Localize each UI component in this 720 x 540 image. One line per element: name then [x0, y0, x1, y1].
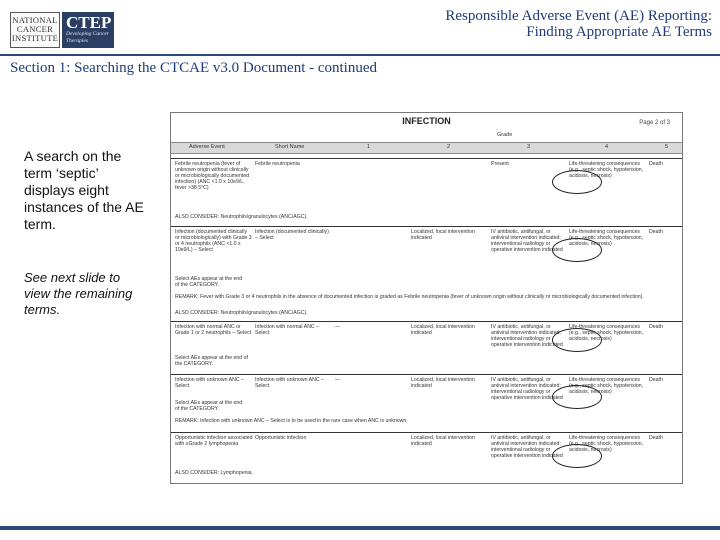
table-row: [171, 158, 682, 227]
ctep-logo: [62, 12, 114, 48]
row-short-name: Opportunistic infection: [255, 435, 307, 441]
row-grade-3: IV antibiotic, antifungal, or antiviral intervention indicated; interventional radiology or operative intervention indicated: [491, 324, 563, 348]
table-row: [171, 226, 682, 322]
row-grade-4: Life-threatening consequences (e.g., septic shock, hypotension, acidosis, necrosis): [569, 324, 644, 342]
slide-title-line1: Responsible Adverse Event (AE) Reporting:: [445, 8, 712, 24]
septic-highlight-circle: [552, 238, 602, 262]
row-select-note: Select AEs appear at the end of the CATEGORY.: [175, 276, 243, 288]
row-grade-5: Death: [649, 229, 663, 235]
row-grade-5: Death: [649, 324, 663, 330]
col-short-name: Short Name: [275, 144, 305, 150]
doc-category-title: INFECTION: [402, 116, 451, 126]
table-row: [171, 321, 682, 375]
septic-highlight-circle: [552, 170, 602, 194]
row-short-name: Febrile neutropenia: [255, 161, 300, 167]
row-grade-2: Localized, local intervention indicated: [411, 229, 475, 241]
doc-page-number: Page 2 of 3: [639, 120, 670, 126]
row-grade-4: Life-threatening consequences (e.g., septic shock, hypotension, acidosis, necrosis): [569, 229, 644, 247]
row-grade-1: —: [335, 377, 341, 383]
septic-highlight-circle: [552, 328, 602, 352]
row-select-note: Select AEs appear at the end of the CATEGORY.: [175, 400, 243, 412]
table-row: [171, 432, 682, 483]
row-also-consider: ALSO CONSIDER: Neutrophils/granulocytes (ANC/AGC).: [175, 310, 308, 316]
row-grade-5: Death: [649, 435, 663, 441]
doc-grade-label: Grade: [497, 132, 513, 138]
doc-column-header: [171, 142, 682, 154]
row-ae: Infection (documented clinically or microbiologically) with Grade 3 or 4 neutrophils (ANC <1.0 x 10e9/L) – Select: [175, 229, 252, 253]
row-grade-2: Localized, local intervention indicated: [411, 324, 475, 336]
col-adverse-event: Adverse Event: [189, 144, 225, 150]
section-title: Section 1: Searching the CTCAE v3.0 Document - continued: [10, 60, 378, 76]
ctep-logo-subtitle: Developing Cancer Therapies: [66, 31, 109, 44]
row-grade-1: —: [335, 324, 341, 330]
row-grade-3: IV antibiotic, antifungal, or antiviral intervention indicated; interventional radiology or operative intervention indicated: [491, 377, 563, 401]
nci-logo: [10, 12, 60, 48]
col-grade-5: 5: [665, 144, 669, 150]
row-grade-3: IV antibiotic, antifungal, or antiviral intervention indicated; interventional radiology or operative intervention indicated: [491, 435, 563, 459]
row-grade-3: Present: [491, 161, 509, 167]
row-ae: Infection with unknown ANC – Select: [175, 377, 244, 389]
row-short-name: Infection (documented clinically) – Select: [255, 229, 329, 241]
footer-bar: [0, 526, 720, 530]
row-also-consider: ALSO CONSIDER: Neutrophils/granulocytes (ANC/AGC).: [175, 214, 308, 220]
row-ae: Febrile neutropenia (fever of unknown origin without clinically or microbiologically documented infection) (ANC <1.0 x 10e9/L, fever >38.5°C): [175, 161, 250, 191]
col-grade-2: 2: [447, 144, 451, 150]
slide-header: [0, 0, 720, 56]
row-grade-4: Life-threatening consequences (e.g., septic shock, hypotension, acidosis, necrosis): [569, 377, 644, 395]
ctep-logo-title: CTEP: [66, 13, 112, 32]
row-also-consider: ALSO CONSIDER: Lymphopenia.: [175, 470, 253, 476]
row-grade-2: Localized, local intervention indicated: [411, 377, 475, 389]
septic-highlight-circle: [552, 385, 602, 409]
row-remark: REMARK: Infection with unknown ANC – Select is to be used in the rare case when ANC is unknown.: [175, 418, 408, 424]
row-grade-5: Death: [649, 377, 663, 383]
slide-title: [445, 8, 712, 40]
septic-highlight-circle: [552, 444, 602, 468]
nci-logo-text: NATIONAL CANCER INSTITUTE: [11, 15, 59, 43]
row-grade-4: Life-threatening consequences (e.g., septic shock, hypotension, acidosis, necrosis): [569, 435, 644, 453]
slide-title-line2: Finding Appropriate AE Terms: [526, 24, 712, 40]
row-remark: REMARK: Fever with Grade 3 or 4 neutrophils in the absence of documented infection is graded as Febrile neutropenia (fever of unknown origin without clinically or microbiologically documented infection).: [175, 294, 644, 300]
col-grade-1: 1: [367, 144, 371, 150]
row-short-name: Infection with unknown ANC – Select: [255, 377, 324, 389]
row-ae: Infection with normal ANC or Grade 1 or 2 neutrophils – Select: [175, 324, 252, 336]
row-grade-5: Death: [649, 161, 663, 167]
sidebar-text-search: A search on the term ‘septic’ displays eight instances of the AE term.: [24, 148, 144, 232]
row-grade-3: IV antibiotic, antifungal, or antiviral intervention indicated; interventional radiology or operative intervention indicated: [491, 229, 563, 253]
header-divider: [0, 54, 720, 56]
row-ae: Opportunistic infection associated with ≥Grade 2 lymphopenia: [175, 435, 253, 447]
ctcae-document-page: [170, 112, 683, 484]
row-short-name: Infection with normal ANC – Select: [255, 324, 320, 336]
sidebar-text-next-slide: See next slide to view the remaining terms.: [24, 270, 133, 317]
row-select-note: Select AEs appear at the end of the CATEGORY.: [175, 355, 248, 367]
row-grade-4: Life-threatening consequences (e.g., septic shock, hypotension, acidosis, necrosis): [569, 161, 644, 179]
col-grade-4: 4: [605, 144, 609, 150]
row-grade-2: Localized, local intervention indicated: [411, 435, 475, 447]
table-row: [171, 374, 682, 433]
col-grade-3: 3: [527, 144, 531, 150]
